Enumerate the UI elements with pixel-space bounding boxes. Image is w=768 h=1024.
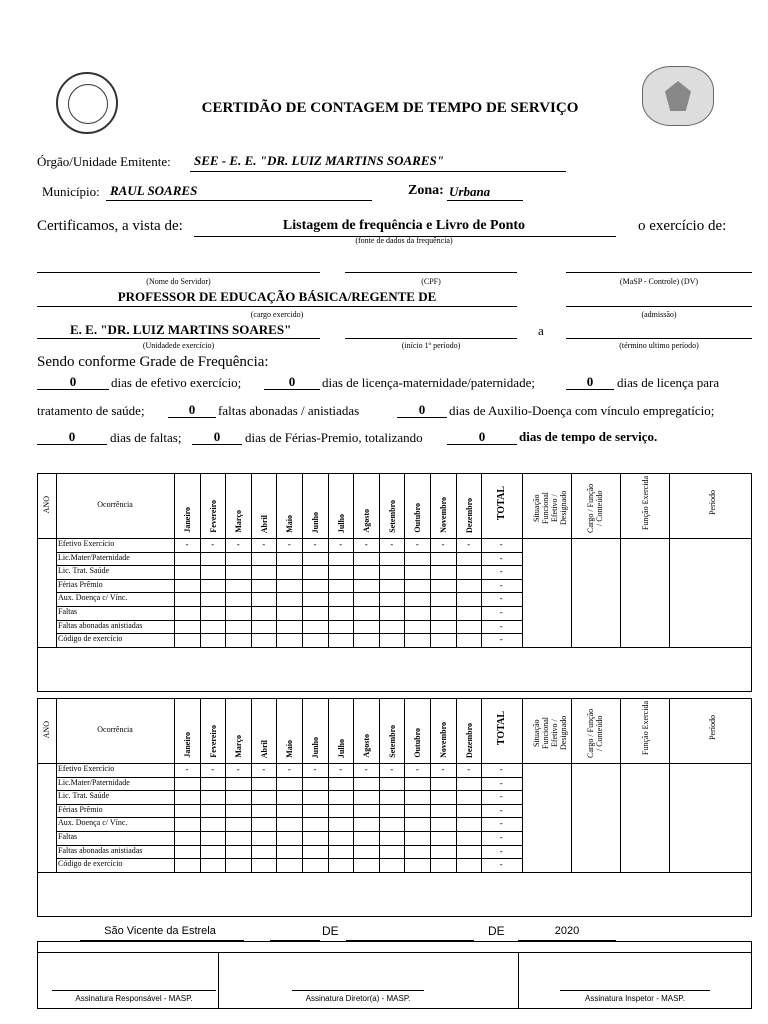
footer-year: 2020 bbox=[554, 925, 580, 937]
table-header-month: Junho bbox=[311, 511, 320, 533]
footer-city: São Vicente da Estrela bbox=[104, 925, 216, 937]
table-header-total: TOTAL bbox=[496, 485, 508, 520]
text-licenca-para: dias de licença para bbox=[617, 375, 720, 390]
table-total-dash: - bbox=[499, 764, 503, 774]
orgao-label: Órgão/Unidade Emitente: bbox=[37, 154, 171, 169]
inicio-label: (início 1º período) bbox=[401, 341, 461, 350]
footer-de-1: DE bbox=[322, 924, 339, 938]
unidade-label: (Unidadede exercício) bbox=[142, 341, 215, 350]
table-cell-dash: - bbox=[467, 764, 471, 774]
table-header-month: Janeiro bbox=[183, 507, 192, 533]
municipio-value: RAUL SOARES bbox=[110, 183, 198, 198]
table-cell-dash: - bbox=[313, 764, 317, 774]
table-row-label: Efetivo Exercício bbox=[58, 539, 115, 548]
table-cell-dash: - bbox=[185, 764, 189, 774]
table-cell-dash: - bbox=[236, 764, 240, 774]
table-total-dash: - bbox=[499, 818, 503, 829]
count-faltas: 0 bbox=[37, 429, 107, 445]
table-header-month: Maio bbox=[285, 740, 295, 758]
cert-label: Certificamos, a vista de: bbox=[37, 218, 183, 234]
table-cell-dash: - bbox=[390, 539, 394, 549]
table-row-label: Faltas bbox=[58, 832, 78, 841]
unidade-value: E. E. "DR. LUIZ MARTINS SOARES" bbox=[70, 322, 292, 337]
table-header-cargo: Cargo / Função / Conteúdo bbox=[586, 483, 605, 533]
nome-label: (Nome do Servidor) bbox=[146, 277, 211, 286]
cargo-label: (cargo exercido) bbox=[250, 310, 304, 319]
count-auxilio: 0 bbox=[397, 402, 447, 418]
a-label: a bbox=[538, 323, 544, 338]
exercicio-label: o exercício de: bbox=[638, 218, 727, 234]
table-header-month: Outubro bbox=[413, 503, 423, 533]
signature-inspetor: Assinatura Inspetor - MASP. bbox=[585, 994, 685, 1003]
table-total-dash: - bbox=[499, 634, 503, 645]
cert-value: Listagem de frequência e Livro de Ponto bbox=[282, 218, 526, 233]
table-header-ocorrencia: Ocorrência bbox=[97, 500, 133, 509]
table-cell-dash: - bbox=[364, 764, 368, 774]
table-total-dash: - bbox=[499, 620, 503, 631]
table-cell-dash: - bbox=[211, 764, 215, 774]
count-efetivo: 0 bbox=[37, 374, 109, 390]
table-cell-dash: - bbox=[339, 764, 343, 774]
table-header-ocorrencia: Ocorrência bbox=[97, 725, 133, 734]
text-auxilio: dias de Auxilio-Doença com vínculo empregatício; bbox=[449, 403, 715, 418]
table-cell-dash: - bbox=[467, 539, 471, 549]
table-header-total: TOTAL bbox=[496, 710, 508, 745]
table-row-label: Lic.Mater/Paternidade bbox=[58, 777, 130, 787]
municipio-label: Município: bbox=[42, 184, 100, 199]
table-row-label: Lic.Mater/Paternidade bbox=[58, 552, 130, 562]
table-header-month: Setembro bbox=[387, 725, 397, 758]
zona-label: Zona: bbox=[408, 183, 444, 198]
table-header-funcao: Função Exercida bbox=[641, 701, 651, 755]
table-total-dash: - bbox=[499, 859, 503, 870]
text-tratamento: tratamento de saúde; bbox=[37, 403, 145, 418]
admissao-label: (admissão) bbox=[641, 310, 677, 319]
table-header-month: Janeiro bbox=[183, 732, 192, 758]
table-header-month: Junho bbox=[311, 736, 320, 758]
table-header-month: Julho bbox=[336, 738, 346, 758]
table-cell-dash: - bbox=[441, 764, 445, 774]
seal-right-emblem bbox=[642, 66, 714, 126]
table-cell-dash: - bbox=[364, 539, 368, 549]
table-header-funcao: Função Exercida bbox=[641, 476, 651, 530]
table-cell-dash: - bbox=[390, 764, 394, 774]
count-total: 0 bbox=[447, 429, 517, 445]
cargo-value: PROFESSOR DE EDUCAÇÃO BÁSICA/REGENTE DE bbox=[117, 289, 437, 304]
table-header-cargo: Cargo / Função / Conteúdo bbox=[586, 708, 605, 758]
table-header-periodo: Período bbox=[708, 490, 718, 515]
table-header-ano: ANO bbox=[42, 721, 51, 739]
table-cell-dash: - bbox=[262, 539, 266, 549]
table-total-dash: - bbox=[499, 539, 503, 549]
table-header-month: Outubro bbox=[413, 728, 423, 758]
table-total-dash: - bbox=[499, 579, 503, 590]
table-row-label: Férias Prêmio bbox=[58, 579, 103, 589]
table-header-month: Dezembro bbox=[464, 723, 474, 758]
table-header-month: Setembro bbox=[387, 500, 397, 533]
table-total-dash: - bbox=[499, 845, 503, 856]
count-licenca-saude: 0 bbox=[566, 374, 614, 390]
table-cell-dash: - bbox=[236, 539, 240, 549]
table-row-label: Efetivo Exercício bbox=[58, 764, 115, 773]
table-total-dash: - bbox=[499, 804, 503, 815]
count-ferias: 0 bbox=[192, 429, 242, 445]
table-header-month: Agosto bbox=[362, 509, 372, 533]
cert-source: (fonte de dados da frequência) bbox=[355, 236, 453, 245]
table-cell-dash: - bbox=[211, 539, 215, 549]
text-efetivo: dias de efetivo exercício; bbox=[111, 375, 242, 390]
table-cell-dash: - bbox=[415, 539, 419, 549]
frequency-table-2 bbox=[37, 698, 752, 917]
table-header-month: Março bbox=[234, 510, 244, 533]
table-total-dash: - bbox=[499, 566, 503, 577]
table-header-ano: ANO bbox=[42, 496, 51, 514]
table-header-month: Abril bbox=[259, 739, 269, 758]
footer-de-2: DE bbox=[488, 924, 505, 938]
orgao-value: SEE - E. E. "DR. LUIZ MARTINS SOARES" bbox=[194, 153, 444, 168]
table-row-label: Faltas abonadas anistiadas bbox=[58, 845, 143, 855]
table-header-situacao: Situação Funcional Efetivo / Designado bbox=[532, 490, 569, 526]
table-total-dash: - bbox=[499, 832, 503, 842]
table-header-month: Fevereiro bbox=[208, 500, 218, 533]
table-row-label: Código de exercício bbox=[58, 634, 123, 644]
text-faltas: dias de faltas; bbox=[110, 430, 182, 445]
table-header-month: Abril bbox=[259, 514, 269, 533]
table-row-label: Férias Prêmio bbox=[58, 804, 103, 814]
signature-responsavel: Assinatura Responsável - MASP. bbox=[75, 994, 193, 1003]
cpf-label: (CPF) bbox=[421, 277, 441, 286]
termino-label: (término ultimo período) bbox=[619, 341, 699, 350]
table-total-dash: - bbox=[499, 593, 503, 604]
table-row-label: Aux. Doença c/ Vínc. bbox=[58, 593, 128, 603]
table-header-month: Novembro bbox=[439, 722, 448, 758]
count-abonadas: 0 bbox=[168, 402, 216, 418]
table-cell-dash: - bbox=[185, 539, 189, 549]
table-row-label: Lic. Trat. Saúde bbox=[58, 791, 110, 801]
table-total-dash: - bbox=[499, 552, 503, 563]
table-row-label: Faltas bbox=[58, 607, 78, 616]
text-ferias: dias de Férias-Premio, totalizando bbox=[245, 430, 423, 445]
table-total-dash: - bbox=[499, 607, 503, 617]
table-header-month: Maio bbox=[285, 515, 295, 533]
seal-left-emblem bbox=[56, 72, 118, 134]
count-licenca-mat: 0 bbox=[264, 374, 320, 390]
table-header-month: Novembro bbox=[439, 497, 448, 533]
text-licenca-mat: dias de licença-maternidade/paternidade; bbox=[322, 375, 535, 390]
table-row-label: Código de exercício bbox=[58, 859, 123, 869]
table-total-dash: - bbox=[499, 791, 503, 802]
frequency-table-1 bbox=[37, 473, 752, 692]
table-header-month: Agosto bbox=[362, 734, 372, 758]
grade-label: Sendo conforme Grade de Frequência: bbox=[37, 354, 269, 370]
table-header-month: Dezembro bbox=[464, 498, 474, 533]
table-cell-dash: - bbox=[313, 539, 317, 549]
table-header-month: Fevereiro bbox=[208, 725, 218, 758]
table-row-label: Aux. Doença c/ Vínc. bbox=[58, 818, 128, 828]
zona-value: Urbana bbox=[449, 184, 491, 199]
page-title: CERTIDÃO DE CONTAGEM DE TEMPO DE SERVIÇO bbox=[201, 100, 579, 116]
text-total: dias de tempo de serviço. bbox=[519, 429, 658, 444]
table-cell-dash: - bbox=[339, 539, 343, 549]
table-cell-dash: - bbox=[415, 764, 419, 774]
table-header-periodo: Período bbox=[708, 715, 718, 740]
text-abonadas: faltas abonadas / anistiadas bbox=[218, 403, 360, 418]
table-header-month: Julho bbox=[336, 513, 346, 533]
table-cell-dash: - bbox=[262, 764, 266, 774]
table-total-dash: - bbox=[499, 777, 503, 788]
signature-diretor: Assinatura Diretor(a) - MASP. bbox=[305, 994, 411, 1003]
table-cell-dash: - bbox=[287, 539, 291, 549]
table-header-situacao: Situação Funcional Efetivo / Designado bbox=[532, 715, 569, 751]
table-row-label: Lic. Trat. Saúde bbox=[58, 566, 110, 576]
table-cell-dash: - bbox=[287, 764, 291, 774]
table-header-month: Março bbox=[234, 735, 244, 758]
table-cell-dash: - bbox=[441, 539, 445, 549]
table-row-label: Faltas abonadas anistiadas bbox=[58, 620, 143, 630]
masp-label: (MaSP - Controle) (DV) bbox=[619, 277, 699, 286]
